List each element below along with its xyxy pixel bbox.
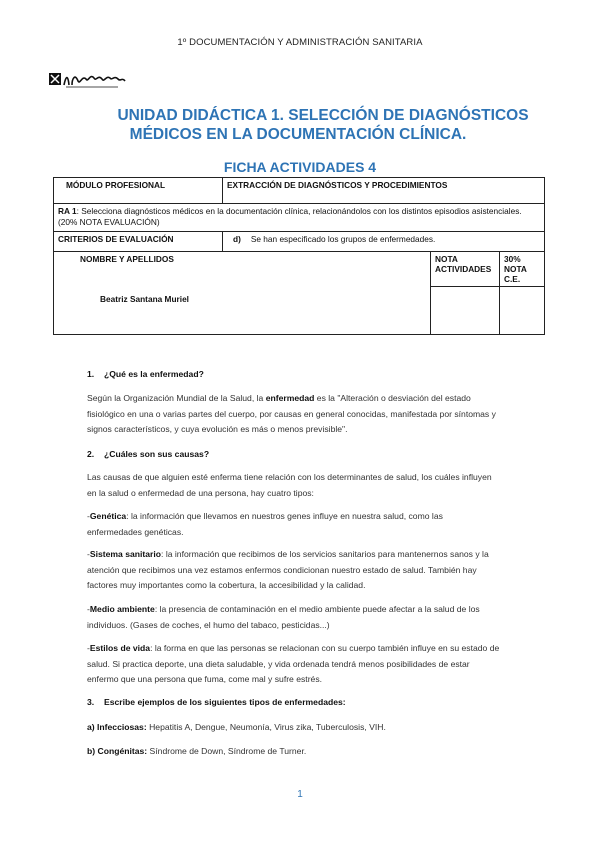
criterios-label: CRITERIOS DE EVALUACIÓN bbox=[54, 232, 223, 252]
nombre-label: NOMBRE Y APELLIDOS bbox=[80, 254, 174, 264]
modulo-label: MÓDULO PROFESIONAL bbox=[54, 178, 223, 204]
ficha-title: FICHA ACTIVIDADES 4 bbox=[223, 159, 377, 175]
example-text: Síndrome de Down, Síndrome de Turner. bbox=[147, 746, 307, 756]
cause-label: Sistema sanitario bbox=[89, 549, 162, 559]
modulo-value: EXTRACCIÓN DE DIAGNÓSTICOS Y PROCEDIMIENTOS bbox=[223, 178, 545, 204]
question-2-number: 2. bbox=[87, 449, 95, 459]
question-3-number: 3. bbox=[87, 697, 95, 707]
cause-text: : la información que recibimos de los servicios sanitarios para mantenernos sanos y la atención que recibimos una vez estamos enfermos condicionan nuestro estado de salud. También hay factores muy importantes como la cobertura, la accesibilidad y la calidad. bbox=[87, 549, 489, 590]
nombre-cell bbox=[54, 252, 431, 335]
info-table bbox=[53, 177, 545, 335]
nota-actividades-label: NOTA ACTIVIDADES bbox=[431, 252, 500, 287]
nota-ce-value[interactable] bbox=[500, 287, 545, 335]
cause-label: Genética bbox=[89, 511, 127, 521]
answer-1-pre: Según la Organización Mundial de la Salud, la bbox=[87, 393, 266, 403]
ra-text: : Selecciona diagnósticos médicos en la documentación clínica, relacionándolos con los distintos episodios asistenciales. (20% NOTA EVALUACIÓN) bbox=[58, 206, 522, 227]
cause-dash: - bbox=[87, 604, 90, 614]
cause-dash: - bbox=[87, 511, 90, 521]
question-2 bbox=[87, 449, 209, 459]
example-text: Hepatitis A, Dengue, Neumonía, Virus zika, Tuberculosis, VIH. bbox=[146, 722, 386, 732]
answer-1-bold: enfermedad bbox=[265, 393, 315, 403]
question-3-text: Escribe ejemplos de los siguientes tipos de enfermedades: bbox=[104, 697, 346, 707]
example-congenitas bbox=[87, 744, 500, 760]
nombre-value: Beatriz Santana Muriel bbox=[100, 294, 189, 304]
question-2-text: ¿Cuáles son sus causas? bbox=[104, 449, 210, 459]
cause-dash: - bbox=[87, 643, 90, 653]
cause-label: Estilos de vida bbox=[89, 643, 151, 653]
example-label: b) Congénitas: bbox=[87, 746, 148, 756]
question-1-text: ¿Qué es la enfermedad? bbox=[104, 369, 204, 379]
answer-1 bbox=[87, 391, 500, 438]
cause-genetica bbox=[87, 509, 500, 540]
criterio-text: Se han especificado los grupos de enfermedades. bbox=[250, 234, 436, 244]
cause-dash: - bbox=[87, 549, 90, 559]
ra-cell bbox=[54, 204, 545, 232]
answer-2-intro: Las causas de que alguien esté enferma tiene relación con los determinantes de salud, los cuáles influyen en la salud o enfermedad de una persona, hay cuatro tipos: bbox=[87, 472, 492, 498]
school-logo-icon bbox=[48, 69, 126, 91]
cause-text: : la presencia de contaminación en el medio ambiente puede afectar a la salud de los individuos. (Gases de coches, el humo del tabaco, pesticidas...) bbox=[87, 604, 480, 630]
cause-estilos-de-vida bbox=[87, 641, 500, 688]
ra-label: RA 1 bbox=[58, 206, 77, 216]
page-number: 1 bbox=[297, 789, 303, 800]
question-1-number: 1. bbox=[87, 369, 95, 379]
answer-1-post: es la "Alteración o desviación del estado fisiológico en una o varias partes del cuerpo, por causas en general conocidas, manifestada por síntomas y signos característicos, y cuya evolución es más o menos previsible". bbox=[87, 393, 496, 434]
criterio-letter: d) bbox=[233, 234, 241, 244]
criterio-cell bbox=[223, 232, 545, 252]
question-3 bbox=[87, 697, 346, 707]
cause-text: : la información que llevamos en nuestros genes influye en nuestra salud, como las enfermedades genéticas. bbox=[87, 511, 443, 537]
unit-title-line1: UNIDAD DIDÁCTICA 1. SELECCIÓN DE DIAGNÓSTICOS bbox=[117, 107, 529, 124]
document-header: 1º DOCUMENTACIÓN Y ADMINISTRACIÓN SANITARIA bbox=[177, 37, 423, 48]
example-infecciosas bbox=[87, 720, 500, 736]
question-1 bbox=[87, 369, 204, 379]
cause-label: Medio ambiente bbox=[89, 604, 155, 614]
cause-text: : la forma en que las personas se relacionan con su cuerpo también influye en su estado de salud. Si practica deporte, una dieta saludable, y vida ordenada tendrá menos posibilidades de estar enfermo que una persona que fuma, come mal y sufre estrés. bbox=[87, 643, 500, 684]
cause-medio-ambiente bbox=[87, 602, 500, 633]
unit-title-line2: MÉDICOS EN LA DOCUMENTACIÓN CLÍNICA. bbox=[129, 126, 467, 143]
example-label: a) Infecciosas: bbox=[87, 722, 147, 732]
cause-sistema-sanitario bbox=[87, 547, 500, 594]
nota-actividades-value[interactable] bbox=[431, 287, 500, 335]
nota-ce-label: 30% NOTA C.E. bbox=[500, 252, 545, 287]
